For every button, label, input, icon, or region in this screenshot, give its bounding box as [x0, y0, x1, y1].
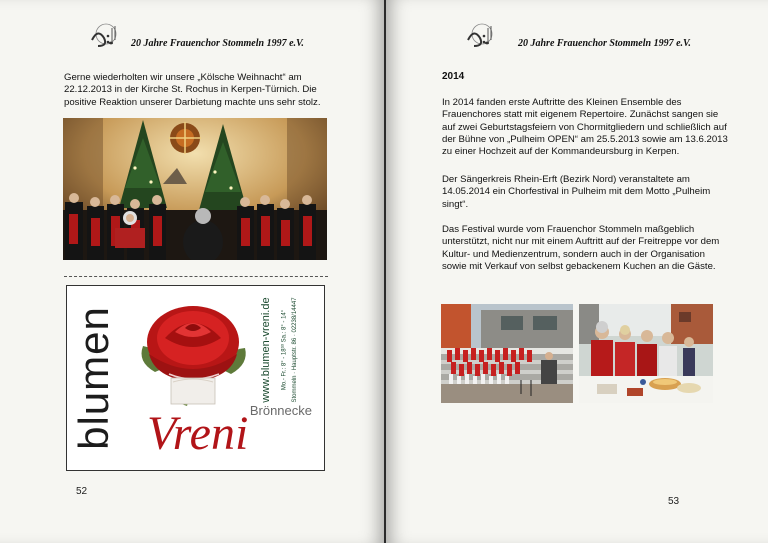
- page-number: 52: [76, 486, 88, 497]
- dashed-separator: [64, 276, 328, 277]
- ad-website: www.blumen-vreni.de: [260, 297, 272, 403]
- choir-stairs-illustration: [441, 304, 573, 403]
- ad-owner-name: Brönnecke: [249, 403, 312, 418]
- paragraph-chorfestival: Der Sängerkreis Rhein-Erft (Bezirk Nord) veranstaltete am 14.05.2014 ein Chorfestival in Pulheim mit dem Motto „Pulheim singt“.: [442, 174, 711, 210]
- page-header-title: 20 Jahre Frauenchor Stommeln 1997 e.V.: [131, 38, 304, 49]
- page-right: [386, 0, 768, 543]
- page-number: 53: [668, 496, 680, 507]
- ad-shop-name: Vreni: [147, 407, 249, 460]
- ad-contact-box: [255, 292, 319, 410]
- intro-paragraph: Gerne wiederholten wir unsere „Kölsche Weihnacht“ am 22.12.2013 in der Kirche St. Rochus in Kerpen-Türnich. Die positive Reaktion unserer Darbietung machte uns sehr stolz.: [64, 72, 321, 108]
- ad-opening-hours: Mo.- Fr.: 8° - 18³⁰ Sa.: 8° - 14°: [281, 309, 288, 391]
- paragraph-festival-support: Das Festival wurde vom Frauenchor Stommeln maßgeblich unterstützt, nicht nur mit einem Auftritt auf der Freitreppe vor dem Kultur- und Medienzentrum, sondern auch in der Organisation sowie mit Verkauf von selbst gebackenem Kuchen an die Gäste.: [442, 224, 720, 272]
- paragraph-ensemble: In 2014 fanden erste Auftritte des Kleinen Ensemble des Frauenchores statt mit eigenem Repertoire. Zunächst sangen sie auf zwei Geburtstagsfeiern von Chormitgliedern und schließlich auf der Bühne von „Pulheim OPEN“ am 25.5.2013 sowie am 13.6.2013 zu einer Hochzeit auf der Kommandeursburg in Kerpen.: [442, 97, 728, 158]
- page-header-title: 20 Jahre Frauenchor Stommeln 1997 e.V.: [518, 38, 691, 49]
- music-clef-logo-icon: [464, 22, 498, 52]
- ad-blumen-word: blumen: [70, 306, 117, 450]
- red-rose-icon: [135, 292, 253, 408]
- cake-sale-photo: [579, 304, 713, 403]
- christmas-concert-illustration: [63, 118, 327, 260]
- ad-blumen-word-box: [70, 292, 117, 464]
- music-clef-logo-icon: [88, 22, 122, 52]
- flower-shop-advertisement: [66, 285, 325, 471]
- cake-sale-illustration: [579, 304, 713, 403]
- section-heading: 2014: [442, 71, 465, 82]
- choir-stairs-photo: [441, 304, 573, 403]
- ad-address: Stommeln · Hauptstr. 86 · 02238/14447: [292, 297, 298, 403]
- christmas-concert-photo: [63, 118, 327, 260]
